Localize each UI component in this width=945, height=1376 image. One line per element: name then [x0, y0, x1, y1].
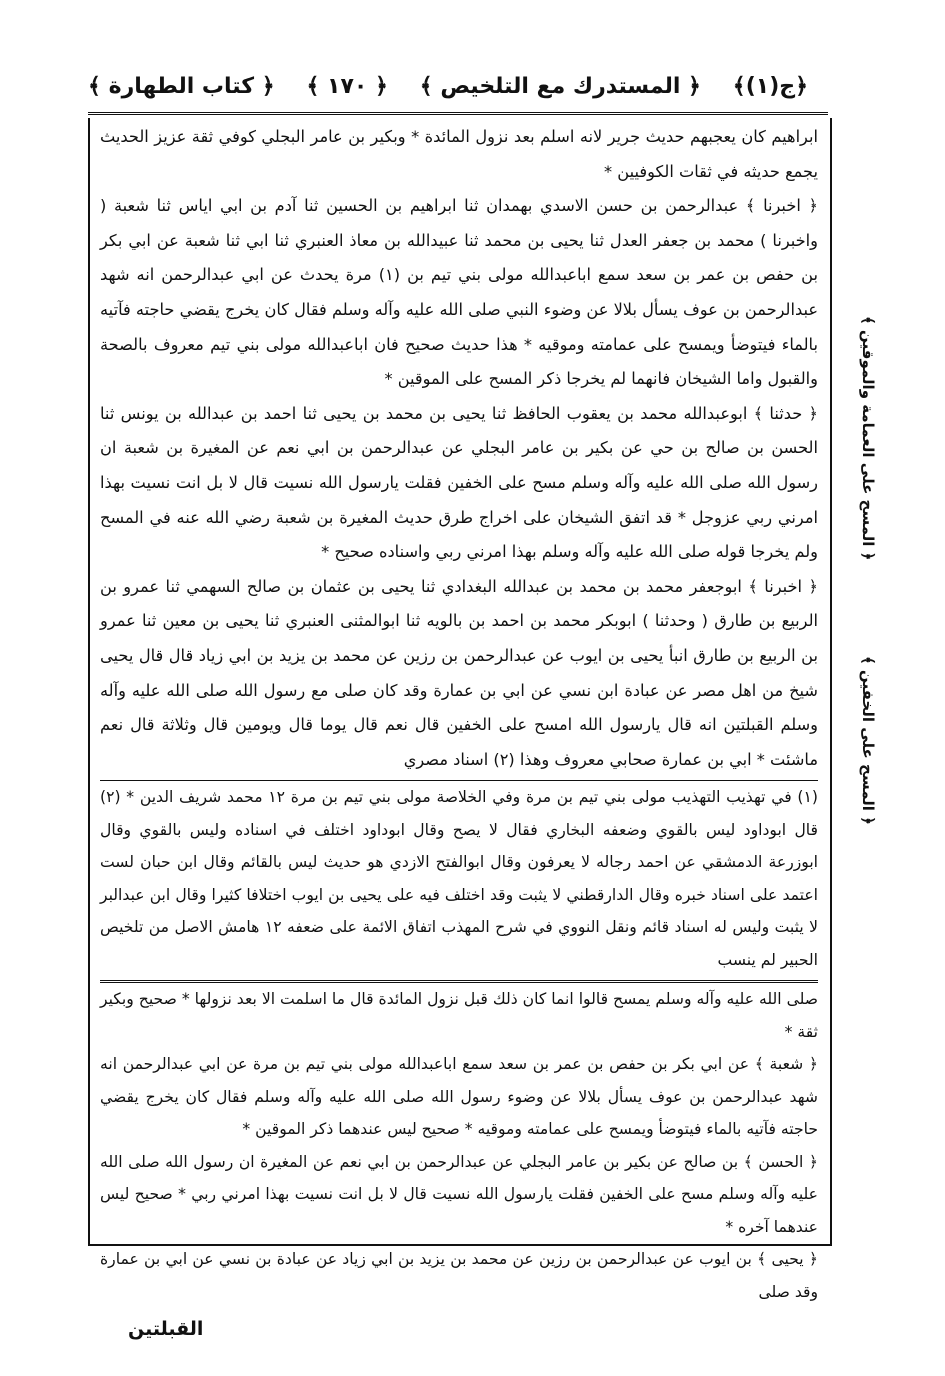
margin-note-masah-khuffain: ﴿ المسح على الخفين ﴾	[859, 656, 877, 825]
book-title: ﴿ المستدرك مع التلخيص ﴾	[419, 73, 701, 99]
paragraph: ﴿ اخبرنا ﴾ ابوجعفر محمد بن محمد بن عبدالله البغدادي ثنا يحيى بن عثمان بن صالح السهمي ثنا عمرو بن الربيع بن طارق ( وحدثنا ) ابوبكر محمد بن احمد بن بالويه ثنا ابوالمثنى العنبري ثنا يحيى بن معين ثنا عمرو بن الربيع بن طارق انبأ يحيى بن ايوب عن عبدالرحمن بن رزين عن محمد بن يزيد بن ابي زياد قال قال يحيى شيخ من اهل مصر عن عبادة ابن نسي عن ابي بن عمارة وقد كان صلى مع رسول الله صلى الله عليه وآله وسلم القبلتين انه قال يارسول الله امسح على الخفين قال نعم قال يوما قال ويومين قال وثلاثة قال نعم ماشئت * ابي بن عمارة صحابي معروف وهذا (٢) اسناد مصري	[100, 576, 818, 769]
volume-label: ﴿ج(١)﴾	[732, 73, 808, 99]
talkhis-paragraph: ﴿ الحسن ﴾ بن صالح عن بكير بن عامر البجلي عن عبدالرحمن بن ابي نعم عن المغيرة ان رسول الله صلى الله عليه وآله وسلم مسح على الخفين فقلت يارسول الله نسيت قال لا بل انت نسيت بهذا امرني ربي * صحيح ليس عندهما آخره *	[100, 1152, 818, 1236]
page-number: ﴿ ١٧٠ ﴾	[306, 73, 388, 99]
paragraph: ﴿ حدثنا ﴾ ابوعبدالله محمد بن يعقوب الحافظ ثنا يحيى بن محمد بن يحيى ثنا احمد بن عبدالله بن يونس ثنا الحسن بن صالح بن حي عن بكير بن عامر البجلي عن عبدالرحمن بن ابي نعم عن المغيرة بن شعبة ان رسول الله صلى الله عليه وآله وسلم مسح على الخفين فقلت يارسول الله نسيت قال لا بل انت نسيت بهذا امرني ربي عزوجل * قد اتفق الشيخان على اخراج طرق حديث المغيرة بن شعبة رضي الله عنه في المسح ولم يخرجا قوله صلى الله عليه وآله وسلم بهذا امرني ربي واسناده صحيح *	[100, 403, 818, 562]
header-rule	[88, 112, 828, 115]
talkhis-paragraph: ﴿ شعبة ﴾ عن ابي بكر بن حفص بن عمر بن سعد سمع اباعبدالله مولى بني تيم بن مرة عن ابي عبدالرحمن انه شهد عبدالرحمن بن عوف يسأل بلالا عن وضوء رسول الله صلى الله عليه وآله وسلم فقال كان يخرج يقضي حاجته فآتيه بالماء فيتوضأ ويمسح على عمامته وموقيه * صحيح ليس عندهما ذكر الموقين *	[100, 1055, 818, 1139]
footnotes: (١) في تهذيب التهذيب مولى بني تيم بن مرة وفي الخلاصة مولى بني تيم بن مرة ١٢ محمد شريف الدين * (٢) قال ابوداود ليس بالقوي وضعفه البخاري فقال لا يصح وقال ابوداود اختلف في اسناده وليس بالقوي وقال ابوزرعة الدمشقي عن احمد رجاله لا يعرفون وقال ابوالفتح الازدي هو حديث ليس بالقائم وقال ابن حبان لست اعتمد على اسناد خبره وقال الدارقطني لا يثبت وقد اختلف فيه على يحيى بن ايوب اختلافا كثيرا وقال ابن عبدالبر لا يثبت وليس له اسناد قائم ونقل النووي في شرح المهذب اتفاق الائمة على ضعفه ١٢ هامش الاصل من تلخيص الحبير لم ينسب	[100, 788, 818, 969]
chapter-title: ﴿ كتاب الطهارة ﴾	[88, 73, 275, 99]
margin-note-masah-imamah: ﴿ المسح على العمامة والموقين ﴾	[859, 315, 877, 560]
talkhis-paragraph: صلى الله عليه وآله وسلم يمسح قالوا انما كان ذلك قبل نزول المائدة قال ما اسلمت الا بعد نزولها * صحيح وبكير ثقة *	[100, 990, 818, 1041]
running-header	[88, 66, 808, 106]
catchword: القبلتين	[128, 1318, 204, 1340]
talkhis-section	[100, 983, 818, 1308]
paragraph: ابراهيم كان يعجبهم حديث جرير لانه اسلم بعد نزول المائدة * وبكير بن عامر البجلي كوفي ثقة عزيز الحديث يجمع حديثه في ثقات الكوفيين *	[100, 127, 818, 181]
paragraph: ﴿ اخبرنا ﴾ عبدالرحمن بن حسن الاسدي بهمدان ثنا ابراهيم بن الحسين ثنا آدم بن ابي اياس ثنا شعبة ( واخبرنا ) محمد بن جعفر العدل ثنا يحيى بن محمد ثنا عبيدالله بن معاذ العنبري ثنا ابي ثنا شعبة عن ابي بكر بن حفص بن عمر بن سعد سمع اباعبدالله مولى بني تيم بن (١) مرة يحدث عن ابي عبدالرحمن انه شهد عبدالرحمن بن عوف يسأل بلالا عن وضوء النبي صلى الله عليه وآله وسلم فقال كان يخرج يقضي حاجته فآتيه بالماء فيتوضأ ويمسح على عمامته وموقيه * هذا حديث صحيح فان اباعبدالله مولى بني تيم معروف بالصحة والقبول واما الشيخان فانهما لم يخرجا ذكر المسح على الموقين *	[100, 196, 818, 389]
talkhis-paragraph: ﴿ يحيى ﴾ بن ايوب عن عبدالرحمن بن رزين عن محمد بن يزيد بن ابي زياد عن عبادة بن نسي عن ابي بن عمارة وقد صلى	[100, 1250, 818, 1301]
main-text	[100, 120, 818, 1308]
